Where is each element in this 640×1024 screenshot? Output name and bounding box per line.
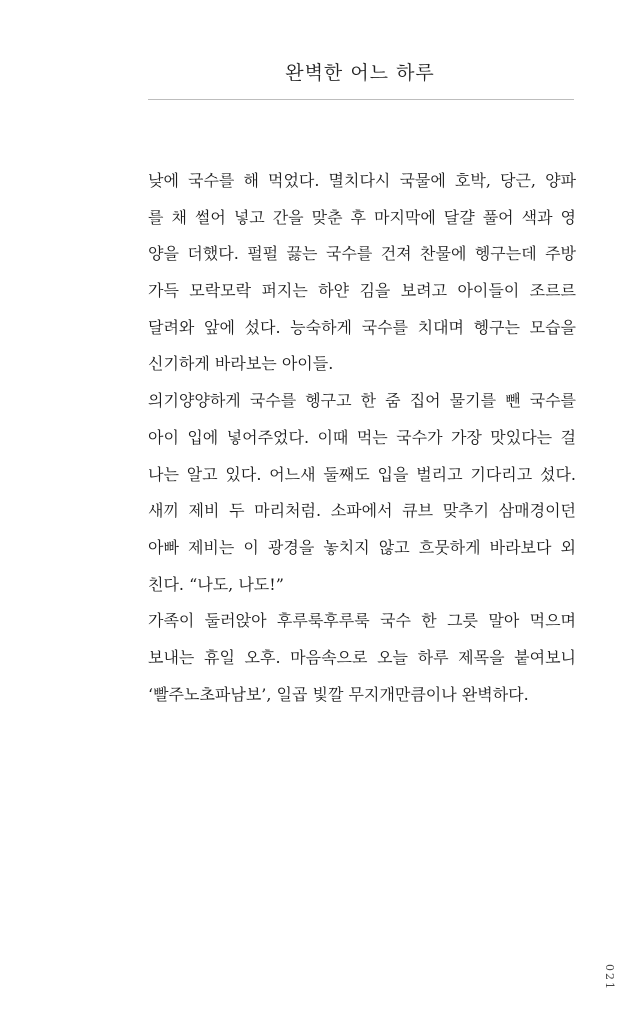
text-line: 보내는 휴일 오후. 마음속으로 오늘 하루 제목을 붙여보니 — [148, 647, 576, 667]
text-line: 가득 모락모락 퍼지는 하얀 김을 보려고 아이들이 조르르 — [148, 281, 576, 301]
text-line: 신기하게 바라보는 아이들. — [148, 354, 334, 374]
page-title: 완벽한 어느 하루 — [285, 62, 435, 84]
text-line: 새끼 제비 두 마리처럼. 소파에서 큐브 맞추기 삼매경이던 — [148, 501, 576, 521]
text-line: 낮에 국수를 해 먹었다. 멸치다시 국물에 호박, 당근, 양파 — [148, 171, 576, 190]
text-line: 친다. “나도, 나도!” — [148, 574, 284, 594]
text-line: 나는 알고 있다. 어느새 둘째도 입을 벌리고 기다리고 섰다. — [148, 464, 576, 484]
text-line: 양을 더했다. 펄펄 끓는 국수를 건져 찬물에 헹구는데 주방 — [148, 244, 576, 264]
text-line: 아이 입에 넣어주었다. 이때 먹는 국수가 가장 맛있다는 걸 — [148, 427, 576, 447]
title-divider — [148, 99, 574, 100]
page-number: 021 — [603, 964, 616, 991]
text-line: 를 채 썰어 넣고 간을 맞춘 후 마지막에 달걀 풀어 색과 영 — [148, 207, 576, 227]
text-line: ‘빨주노초파남보’, 일곱 빛깔 무지개만큼이나 완벽하다. — [148, 684, 529, 704]
text-line: 아빠 제비는 이 광경을 놓치지 않고 흐뭇하게 바라보다 외 — [148, 537, 576, 557]
text-line: 달려와 앞에 섰다. 능숙하게 국수를 치대며 헹구는 모습을 — [148, 317, 576, 337]
text-line: 의기양양하게 국수를 헹구고 한 줌 집어 물기를 뺀 국수를 — [148, 391, 576, 411]
text-line: 가족이 둘러앉아 후루룩후루룩 국수 한 그릇 말아 먹으며 — [148, 611, 576, 631]
body-text — [148, 163, 576, 713]
